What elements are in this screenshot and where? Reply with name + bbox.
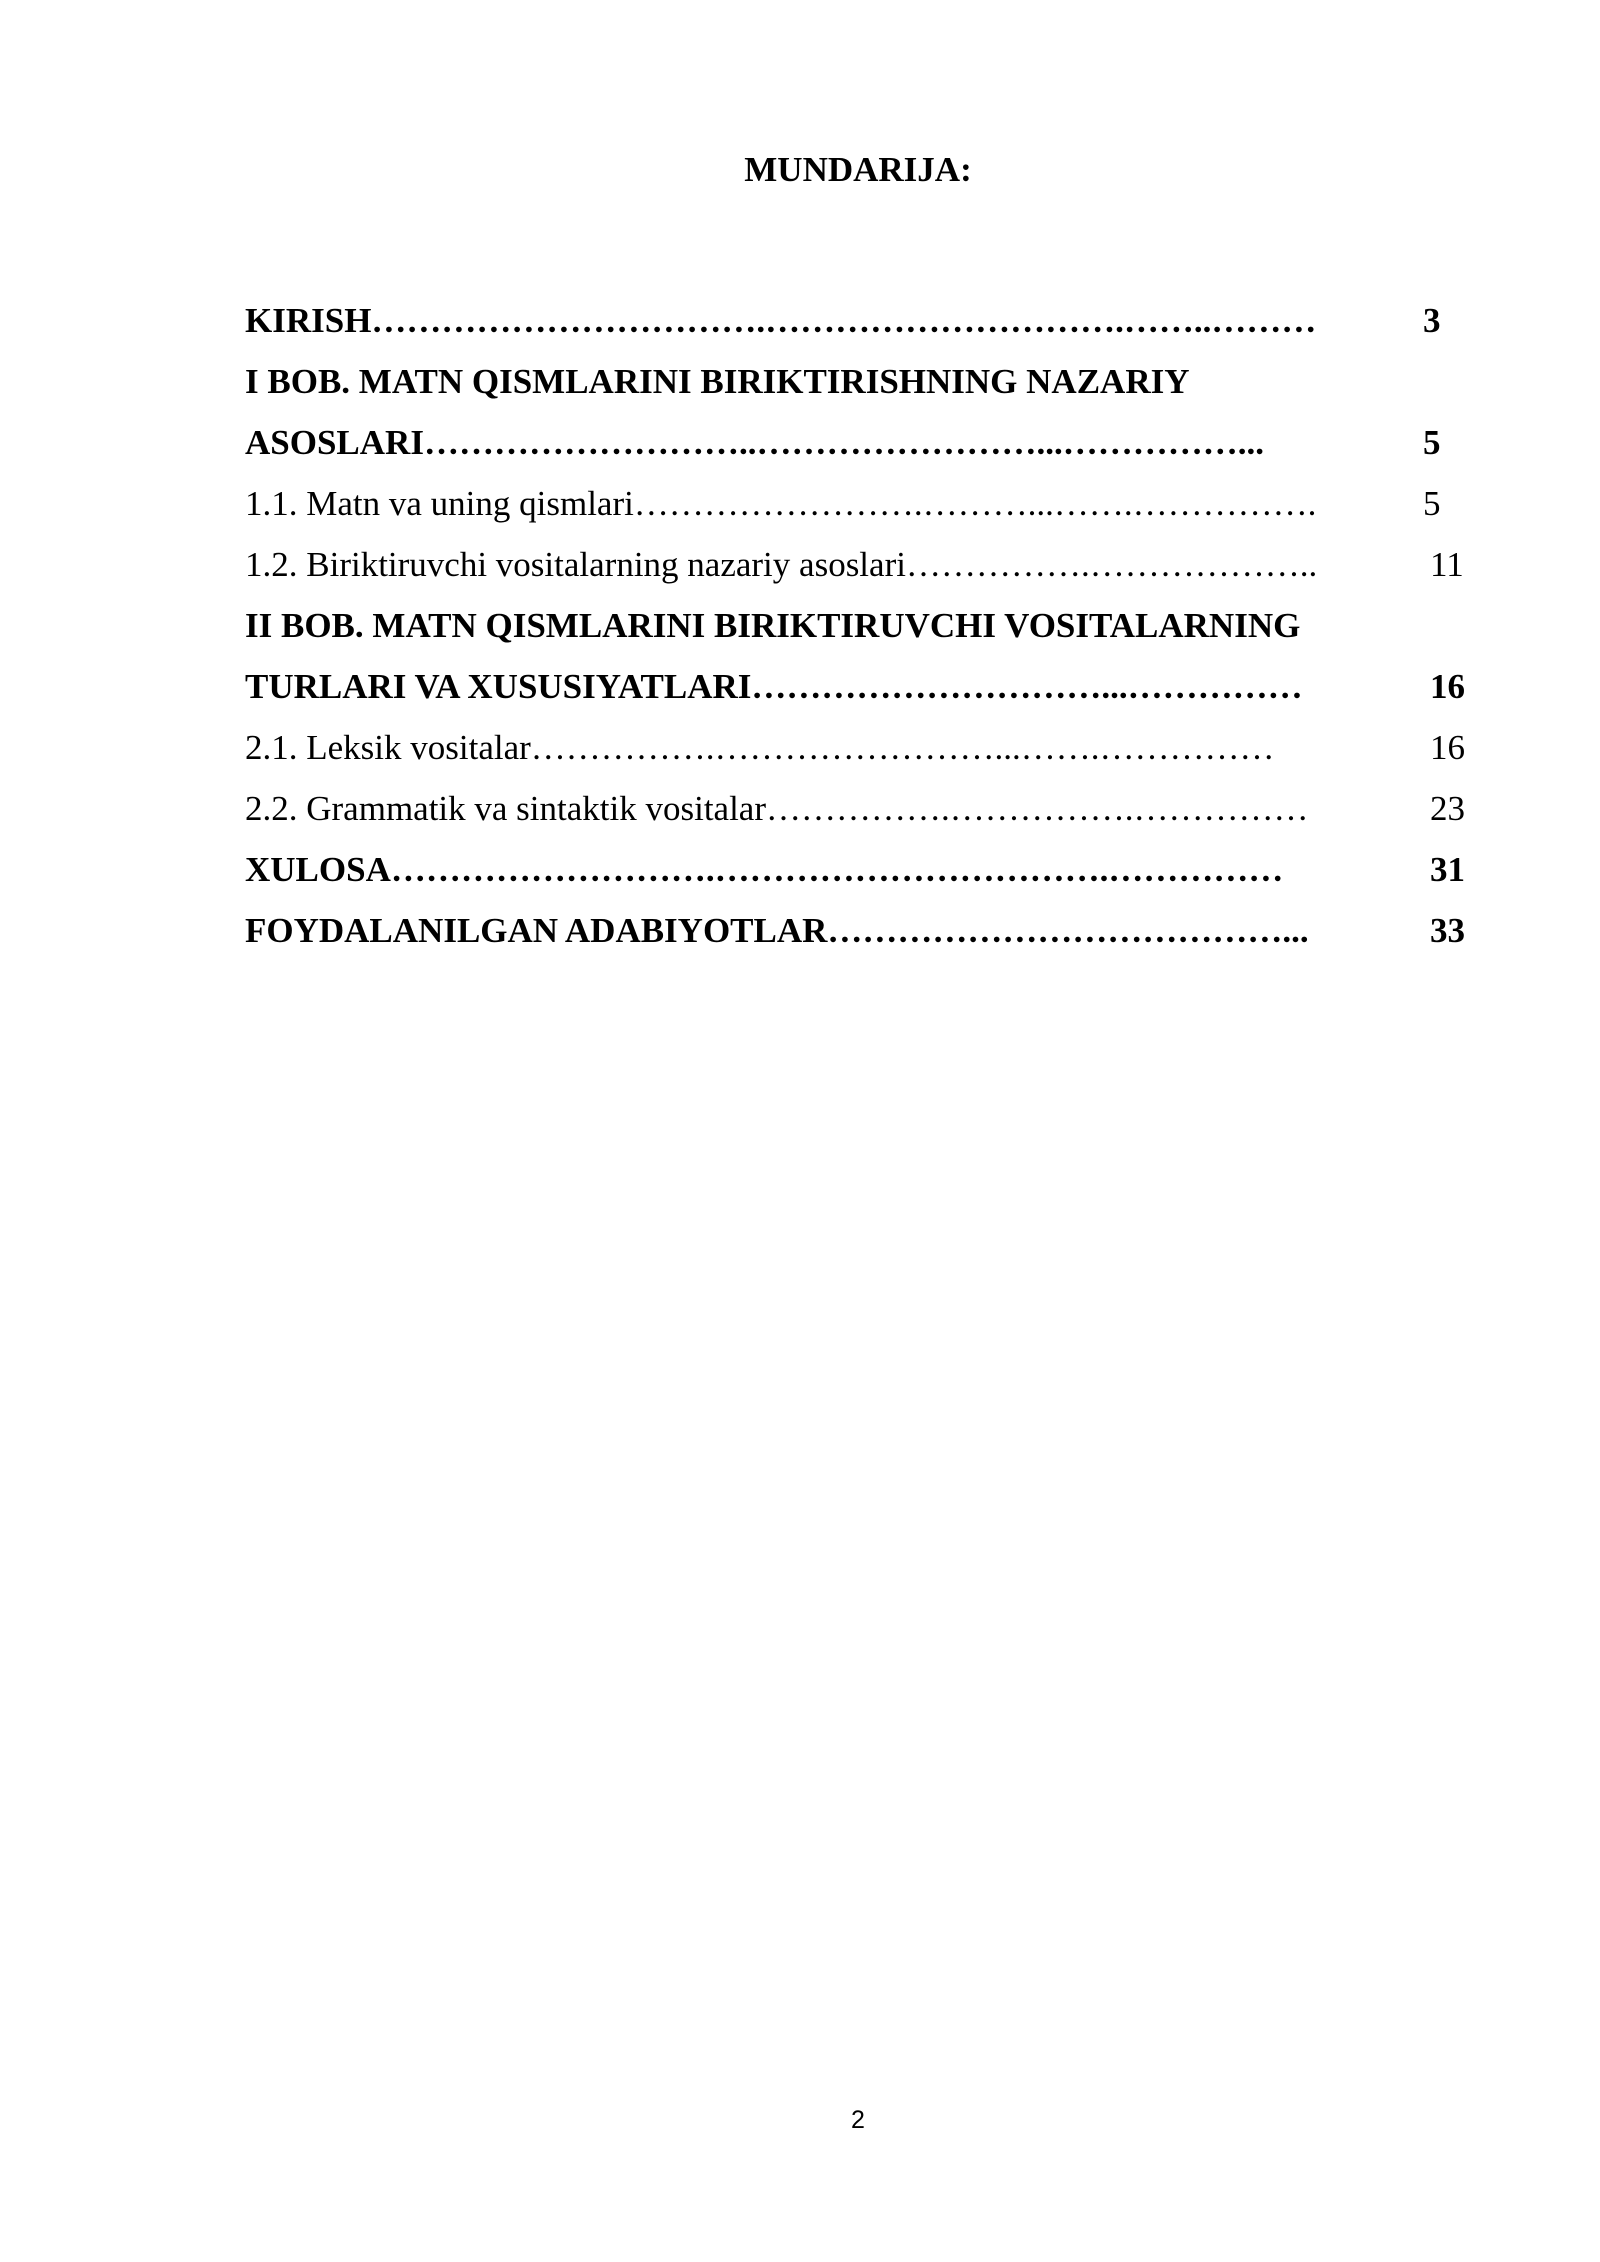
toc-entry-2-1 xyxy=(245,717,1475,778)
toc-page-number: 31 xyxy=(1430,850,1465,889)
toc-page-number: 5 xyxy=(1423,423,1441,462)
toc-page-number: 5 xyxy=(1423,484,1441,523)
toc-entry-1-1 xyxy=(245,473,1475,534)
toc-entry-chapter-2-line-1 xyxy=(245,595,1475,656)
toc-entry-chapter-1-line-2 xyxy=(245,412,1475,473)
toc-entry-kirish xyxy=(245,290,1475,351)
toc-entry-xulosa xyxy=(245,839,1475,900)
toc-entry-text: 2.2. Grammatik va sintaktik vositalar…………….…………….…………… xyxy=(245,789,1309,828)
toc-page-number: 33 xyxy=(1430,911,1465,950)
toc-entry-chapter-2-line-2 xyxy=(245,656,1475,717)
toc-entry-bibliography xyxy=(245,900,1475,961)
toc-page-number: 16 xyxy=(1430,728,1465,767)
toc-entry-1-2 xyxy=(245,534,1475,595)
toc-entry-2-2 xyxy=(245,778,1475,839)
toc-entry-text: ASOSLARI………………………..……………………...……………... xyxy=(245,423,1264,462)
toc-entry-text: 1.2. Biriktiruvchi vositalarning nazariy asoslari…………….……………….. xyxy=(245,545,1318,584)
toc-entry-text: KIRISH…………………………….………………………….……..……… xyxy=(245,301,1317,340)
page-number: 2 xyxy=(851,2106,865,2134)
toc-page-number: 23 xyxy=(1430,789,1465,828)
toc-entry-text: FOYDALANILGAN ADABIYOTLAR…………………………………... xyxy=(245,911,1309,950)
toc-entry-text: TURLARI VA XUSUSIYATLARI…………………………...…………… xyxy=(245,667,1303,706)
toc-entry-text: 1.1. Matn va uning qismlari…………………….………...…….……………. xyxy=(245,484,1317,523)
toc-entry-text: XULOSA……………………….…………………………….…………… xyxy=(245,850,1284,889)
toc-page-number: 16 xyxy=(1430,667,1465,706)
page-title: MUNDARIJA: xyxy=(744,150,972,189)
toc-entry-text: 2.1. Leksik vositalar…………….……………………...…….…………… xyxy=(245,728,1275,767)
toc-entry-chapter-1-line-1 xyxy=(245,351,1475,412)
table-of-contents xyxy=(245,290,1475,961)
toc-entry-text: I BOB. MATN QISMLARINI BIRIKTIRISHNING NAZARIY xyxy=(245,362,1190,401)
toc-entry-text: II BOB. MATN QISMLARINI BIRIKTIRUVCHI VOSITALARNING xyxy=(245,606,1301,645)
toc-page-number: 3 xyxy=(1423,301,1441,340)
toc-page-number: 11 xyxy=(1430,545,1464,584)
